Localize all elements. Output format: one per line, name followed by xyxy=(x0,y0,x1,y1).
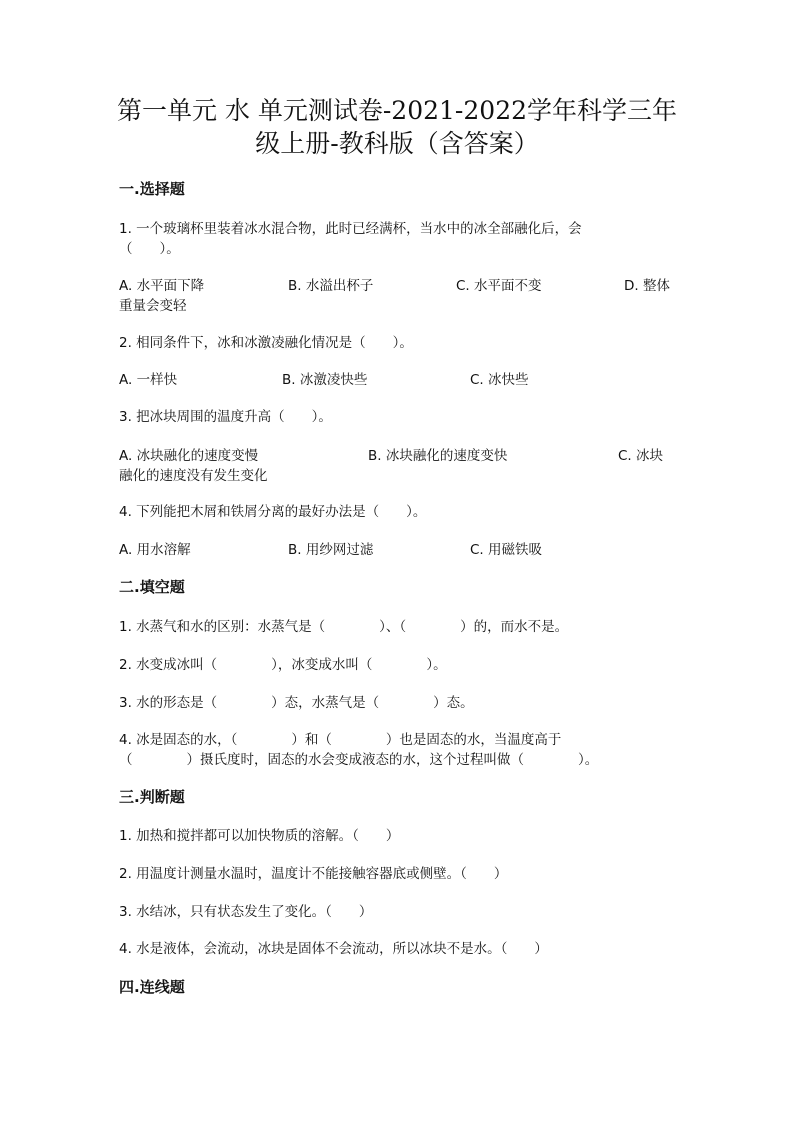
option-d: D. 整体 xyxy=(624,278,670,294)
question-text: 1. 水蒸气和水的区别：水蒸气是（ ）、（ ）的，而水不是。 xyxy=(119,619,569,635)
question-text: 4. 下列能把木屑和铁屑分离的最好办法是（ ）。 xyxy=(119,504,427,520)
question-text: 3. 水的形态是（ ）态，水蒸气是（ ）态。 xyxy=(119,695,474,711)
page-title-line2: 级上册-教科版（含答案） xyxy=(255,129,539,158)
option-c: C. 水平面不变 xyxy=(456,278,542,294)
option-d-continued: 重量会变轻 xyxy=(119,298,187,314)
question-text: 1. 加热和搅拌都可以加快物质的溶解。（ ） xyxy=(119,828,400,844)
question-text: （ ）摄氏度时，固态的水会变成液态的水，这个过程叫做（ ）。 xyxy=(119,752,599,768)
page-title-line1: 第一单元 水 单元测试卷-2021-2022学年科学三年 xyxy=(116,96,678,125)
question-text: 3. 水结冰，只有状态发生了变化。（ ） xyxy=(119,904,373,920)
question-text: （ ）。 xyxy=(119,241,180,257)
option-c-continued: 融化的速度没有发生变化 xyxy=(119,468,268,484)
question-text: 4. 冰是固态的水，（ ）和（ ）也是固态的水，当温度高于 xyxy=(119,732,562,748)
section-heading-matching: 四.连线题 xyxy=(119,978,185,996)
option-a: A. 用水溶解 xyxy=(119,542,191,558)
option-c: C. 冰快些 xyxy=(470,372,529,388)
option-c: C. 用磁铁吸 xyxy=(470,542,543,558)
option-b: B. 冰激凌快些 xyxy=(282,372,368,388)
question-text: 3. 把冰块周围的温度升高（ ）。 xyxy=(119,409,332,425)
option-b: B. 冰块融化的速度变快 xyxy=(368,448,508,464)
section-heading-fill-blank: 二.填空题 xyxy=(119,578,185,596)
section-heading-choice: 一.选择题 xyxy=(119,180,185,198)
question-text: 2. 用温度计测量水温时，温度计不能接触容器底或侧壁。（ ） xyxy=(119,866,508,882)
option-b: B. 水溢出杯子 xyxy=(288,278,374,294)
option-a: A. 冰块融化的速度变慢 xyxy=(119,448,259,464)
question-text: 4. 水是液体，会流动，冰块是固体不会流动，所以冰块不是水。（ ） xyxy=(119,941,548,957)
section-heading-true-false: 三.判断题 xyxy=(119,788,185,806)
question-text: 2. 水变成冰叫（ ），冰变成水叫（ ）。 xyxy=(119,657,447,673)
option-a: A. 水平面下降 xyxy=(119,278,205,294)
option-b: B. 用纱网过滤 xyxy=(288,542,374,558)
question-text: 2. 相同条件下，冰和冰激凌融化情况是（ ）。 xyxy=(119,335,413,351)
option-c: C. 冰块 xyxy=(618,448,664,464)
question-text: 1. 一个玻璃杯里装着冰水混合物，此时已经满杯，当水中的冰全部融化后，会 xyxy=(119,221,582,237)
option-a: A. 一样快 xyxy=(119,372,178,388)
